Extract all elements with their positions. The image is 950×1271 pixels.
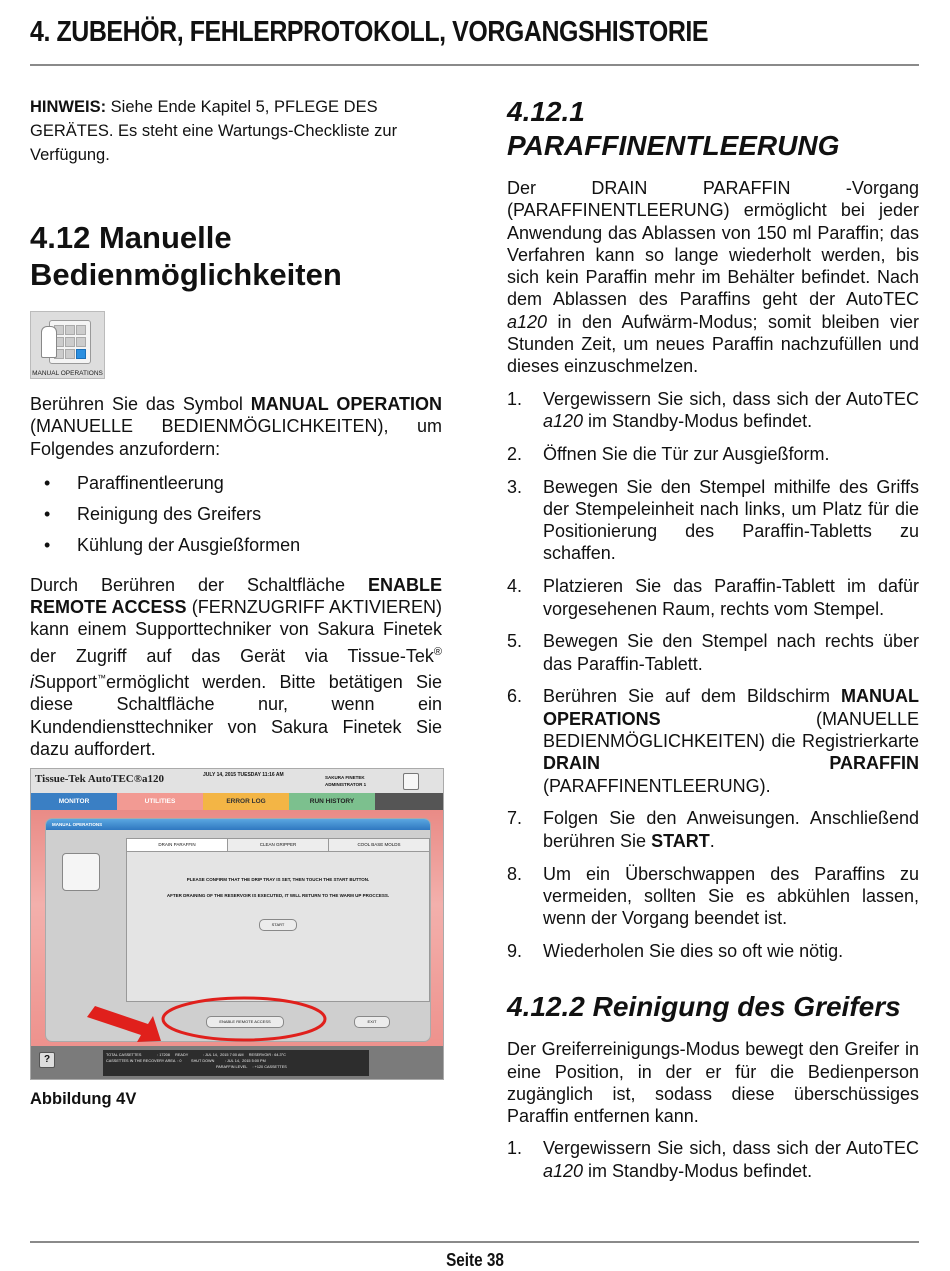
list-item: 8. Um ein Überschwappen des Paraffins zu vermeiden, sollten Sie es abkühlen lassen, wenn der Vorgang beendet ist.	[507, 863, 919, 929]
manual-operations-icon	[30, 311, 105, 379]
list-item: • Kühlung der Ausgießformen	[30, 534, 442, 556]
drain-steps-list	[507, 388, 919, 963]
figure-caption: Abbildung 4V	[30, 1090, 137, 1109]
list-item: 4. Platzieren Sie das Paraffin-Tablett im dafür vorgesehenen Raum, rechts vom Stempel.	[507, 576, 919, 619]
red-arrow	[87, 1006, 161, 1042]
status-line-2: CASSETTES IN THE RECOVERY AREA : 0 SHUT DOWN : JUL 14, 2015 5:00 PM	[106, 1059, 266, 1064]
header-rule	[30, 64, 919, 66]
inner-tab-clean-gripper: CLEAN GRIPPER	[227, 838, 329, 852]
remote-access-paragraph: Durch Berühren der Schaltfläche ENABLE REMOTE ACCESS (FERNZUGRIFF AKTIVIEREN) kann einem Supporttechniker von Sakura Finetek der Zugriff auf das Gerät via Tissue-Tek® iSupport™ermöglicht werden. Bitte betätigen Sie diese Schaltfläche nur, wenn ein Kundendiensttechniker von Sakura Finetek Sie dazu auffordert.	[30, 574, 442, 759]
heading-4-12-1: 4.12.1 PARAFFINENTLEERUNG	[507, 96, 840, 161]
gripper-steps-list	[507, 1137, 919, 1182]
page-header	[30, 16, 920, 49]
tab-error-log: ERROR LOG	[203, 793, 289, 810]
screen-exit-button: EXIT	[354, 1016, 390, 1028]
figure-screenshot	[30, 768, 444, 1080]
intro-paragraph: Berühren Sie das Symbol MANUAL OPERATION (MANUELLE BEDIENMÖGLICHKEITEN), um Folgendes anzufordern:	[30, 394, 442, 459]
inner-tab-cool-base-molds: COOL BASE MOLDS	[328, 838, 430, 852]
list-item: 3. Bewegen Sie den Stempel mithilfe des Griffs der Stempeleinheit nach links, um Platz für die Positionierung des Paraffin-Tabletts zu schaffen.	[507, 476, 919, 564]
panel-title: MANUAL OPERATIONS	[46, 819, 430, 830]
screen-message-2: AFTER DRAINING OF THE RESERVOIR IS EXECUTED, IT WILL RETURN TO THE WARM UP PROCCESS.	[166, 893, 390, 899]
hand-icon	[41, 326, 57, 358]
status-line-1: TOTAL CASSETTES : 17208 READY : JUL 14, 2015 7:00 AM RESERVOIR : 64.3°C	[106, 1053, 286, 1058]
options-list	[30, 472, 442, 556]
drain-paraffin-paragraph: Der DRAIN PARAFFIN -Vorgang (PARAFFINENTLEERUNG) ermöglicht bei jeder Anwendung das Ablassen von 150 ml Paraffin; das Verfahren kann so lange wiederholt werden, bis sich kein Paraffin mehr im Behälter befindet. Nach dem Ablassen des Paraffins geht der AutoTEC a120 in den Aufwärm-Modus; somit bleiben vier Stunden Zeit, um neues Paraffin nachzufüllen und dieses einzuschmelzen.	[507, 178, 919, 377]
list-item: 1. Vergewissern Sie sich, dass sich der AutoTEC a120 im Standby-Modus befindet.	[507, 1138, 919, 1181]
highlight-ellipse	[163, 998, 325, 1040]
highlight-overlay	[31, 810, 443, 1046]
gripper-paragraph: Der Greiferreinigungs-Modus bewegt den Greifer in eine Position, in der er für die Bedienperson zugänglich ist, sodass diese überschüssiges Paraffin entfernen kann.	[507, 1039, 919, 1127]
list-item: 1. Vergewissern Sie sich, dass sich der AutoTEC a120 im Standby-Modus befindet.	[507, 388, 919, 431]
screen-tabs	[31, 793, 443, 810]
screen-topbar	[31, 769, 443, 794]
printer-icon	[403, 773, 419, 790]
list-item: • Reinigung des Greifers	[30, 503, 442, 525]
list-item: 2. Öffnen Sie die Tür zur Ausgießform.	[507, 443, 830, 464]
tab-spacer	[375, 793, 443, 810]
status-line-3: PARAFFIN LEVEL : +120 CASSETTES	[216, 1065, 287, 1070]
section-title-line1: 4.12 Manuelle	[30, 220, 232, 255]
help-icon: ?	[39, 1052, 55, 1068]
heading-4-12-2: 4.12.2 Reinigung des Greifers	[507, 991, 901, 1023]
list-item: 9. Wiederholen Sie dies so oft wie nötig.	[507, 940, 844, 961]
status-info	[103, 1050, 369, 1076]
screen-start-button: START	[259, 919, 297, 931]
app-logo: Tissue-Tek AutoTEC®a120	[35, 773, 164, 786]
page-title: 4. ZUBEHÖR, FEHLERPROTOKOLL, VORGANGSHISTORIE	[30, 16, 709, 48]
note-label: HINWEIS:	[30, 98, 107, 116]
tab-monitor: MONITOR	[31, 793, 117, 810]
screen-user: SAKURA FINETEK ADMINISTRATOR 1	[325, 775, 367, 788]
note-text: Siehe Ende Kapitel 5, PFLEGE DES GERÄTES. Es steht eine Wartungs-Checkliste zur Verfügung.	[30, 98, 398, 164]
list-item: 5. Bewegen Sie den Stempel nach rechts über das Paraffin-Tablett.	[507, 631, 919, 674]
screen-status-bar	[31, 1046, 443, 1079]
list-item: 7. Folgen Sie den Anweisungen. Anschließend berühren Sie START.	[507, 808, 919, 851]
inner-tab-drain-paraffin: DRAIN PARAFFIN	[126, 838, 228, 852]
section-title-line2: Bedienmöglichkeiten	[30, 257, 342, 292]
left-column	[30, 95, 442, 1109]
screen-main	[31, 810, 443, 1046]
right-column	[507, 95, 919, 1192]
section-heading-4-12	[30, 219, 442, 293]
tab-utilities: UTILITIES	[117, 793, 203, 810]
icon-caption: MANUAL OPERATIONS	[32, 370, 103, 377]
screen-date: JULY 14, 2015 TUESDAY 11:16 AM	[203, 772, 284, 779]
screen-enable-remote-access-button: ENABLE REMOTE ACCESS	[206, 1016, 284, 1028]
list-item: • Paraffinentleerung	[30, 472, 442, 494]
screen-message-1: PLEASE CONFIRM THAT THE DRIP TRAY IS SET, THEN TOUCH THE START BUTTON.	[186, 877, 370, 883]
note	[30, 95, 442, 167]
page-number: Seite 38	[446, 1250, 504, 1270]
footer-rule	[30, 1241, 919, 1243]
list-item: 6. Berühren Sie auf dem Bildschirm MANUAL OPERATIONS (MANUELLE BEDIENMÖGLICHKEITEN) die Registrierkarte DRAIN PARAFFIN (PARAFFINENTLEERUNG).	[507, 686, 919, 796]
tab-run-history: RUN HISTORY	[289, 793, 375, 810]
